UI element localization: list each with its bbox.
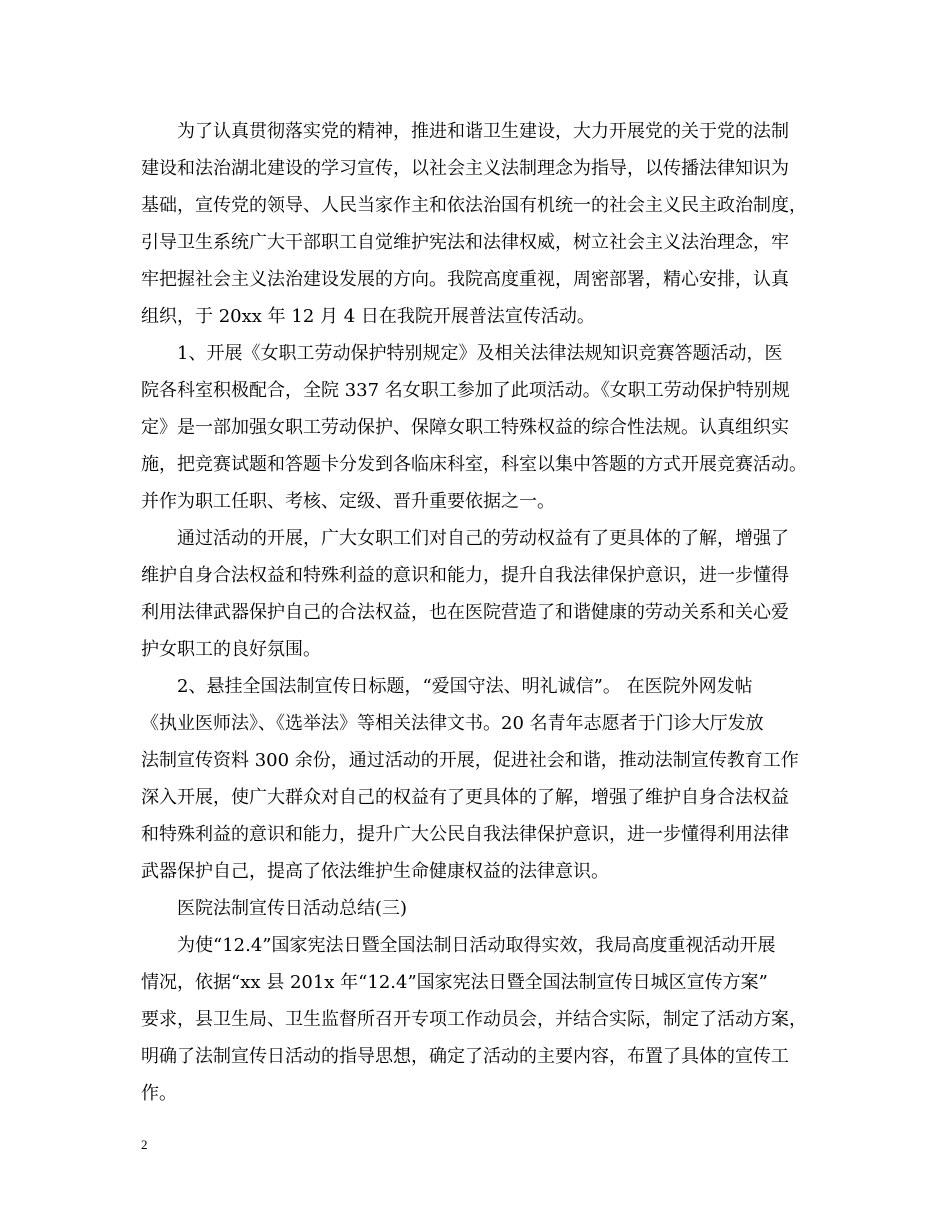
paragraph-2-line-3: 定》是一部加强女职工劳动保护、保障女职工特殊权益的综合性法规。认真组织实 [141, 417, 789, 438]
paragraph-4-line-1: 2、悬挂全国法制宣传日标题，“爱国守法、明礼诚信”。 在医院外网发帖 [177, 676, 753, 697]
paragraph-4-line-4: 深入开展，使广大群众对自己的权益有了更具体的了解，增强了维护自身合法权益 [141, 787, 789, 808]
paragraph-3-line-1: 通过活动的开展，广大女职工们对自己的劳动权益有了更具体的了解，增强了 [177, 528, 789, 549]
paragraph-4-line-3: 法制宣传资料 300 余份，通过活动的开展，促进社会和谐，推动法制宣传教育工作 [141, 750, 799, 771]
paragraph-1-line-1: 为了认真贯彻落实党的精神，推进和谐卫生建设，大力开展党的关于党的法制 [177, 121, 789, 142]
paragraph-3-line-2: 维护自身合法权益和特殊利益的意识和能力，提升自我法律保护意识，进一步懂得 [141, 565, 789, 586]
paragraph-4-line-5: 和特殊利益的意识和能力，提升广大公民自我法律保护意识，进一步懂得利用法律 [141, 824, 789, 845]
paragraph-5-line-5: 作。 [141, 1083, 177, 1104]
paragraph-3-line-4: 护女职工的良好氛围。 [141, 639, 321, 660]
page-number: 2 [141, 1137, 148, 1152]
paragraph-1-line-6: 组织，于 20xx 年 12 月 4 日在我院开展普法宣传活动。 [141, 306, 595, 327]
paragraph-1-line-4: 引导卫生系统广大干部职工自觉维护宪法和法律权威，树立社会主义法治理念，牢 [141, 232, 789, 253]
paragraph-2-line-2: 院各科室积极配合，全院 337 名女职工参加了此项活动。《女职工劳动保护特别规 [141, 380, 790, 401]
paragraph-1-line-5: 牢把握社会主义法治建设发展的方向。我院高度重视，周密部署，精心安排，认真 [141, 269, 789, 290]
paragraph-1-line-3: 基础，宣传党的领导、人民当家作主和依法治国有机统一的社会主义民主政治制度， [141, 195, 807, 216]
paragraph-4-line-2: 《执业医师法》、《选举法》等相关法律文书。20 名青年志愿者于门诊大厅发放 [141, 713, 764, 734]
paragraph-5-line-4: 明确了法制宣传日活动的指导思想，确定了活动的主要内容，布置了具体的宣传工 [141, 1046, 789, 1067]
paragraph-2-line-4: 施，把竞赛试题和答题卡分发到各临床科室，科室以集中答题的方式开展竞赛活动。 [141, 454, 807, 475]
paragraph-2-line-1: 1、开展《女职工劳动保护特别规定》及相关法律法规知识竞赛答题活动，医 [177, 343, 783, 364]
paragraph-5-line-1: 为使“12.4”国家宪法日暨全国法制日活动取得实效，我局高度重视活动开展 [177, 935, 776, 956]
paragraph-4-line-6: 武器保护自己，提高了依法维护生命健康权益的法律意识。 [141, 861, 609, 882]
paragraph-5-line-2: 情况，依据“xx 县 201x 年“12.4”国家宪法日暨全国法制宣传日城区宣传方案” [141, 972, 768, 993]
paragraph-1-line-2: 建设和法治湖北建设的学习宣传，以社会主义法制理念为指导，以传播法律知识为 [141, 158, 789, 179]
paragraph-3-line-3: 利用法律武器保护自己的合法权益，也在医院营造了和谐健康的劳动关系和关心爱 [141, 602, 789, 623]
paragraph-5-line-3: 要求，县卫生局、卫生监督所召开专项工作动员会，并结合实际，制定了活动方案， [141, 1009, 807, 1030]
paragraph-2-line-5: 并作为职工任职、考核、定级、晋升重要依据之一。 [141, 491, 555, 512]
section-heading: 医院法制宣传日活动总结(三) [177, 898, 408, 919]
